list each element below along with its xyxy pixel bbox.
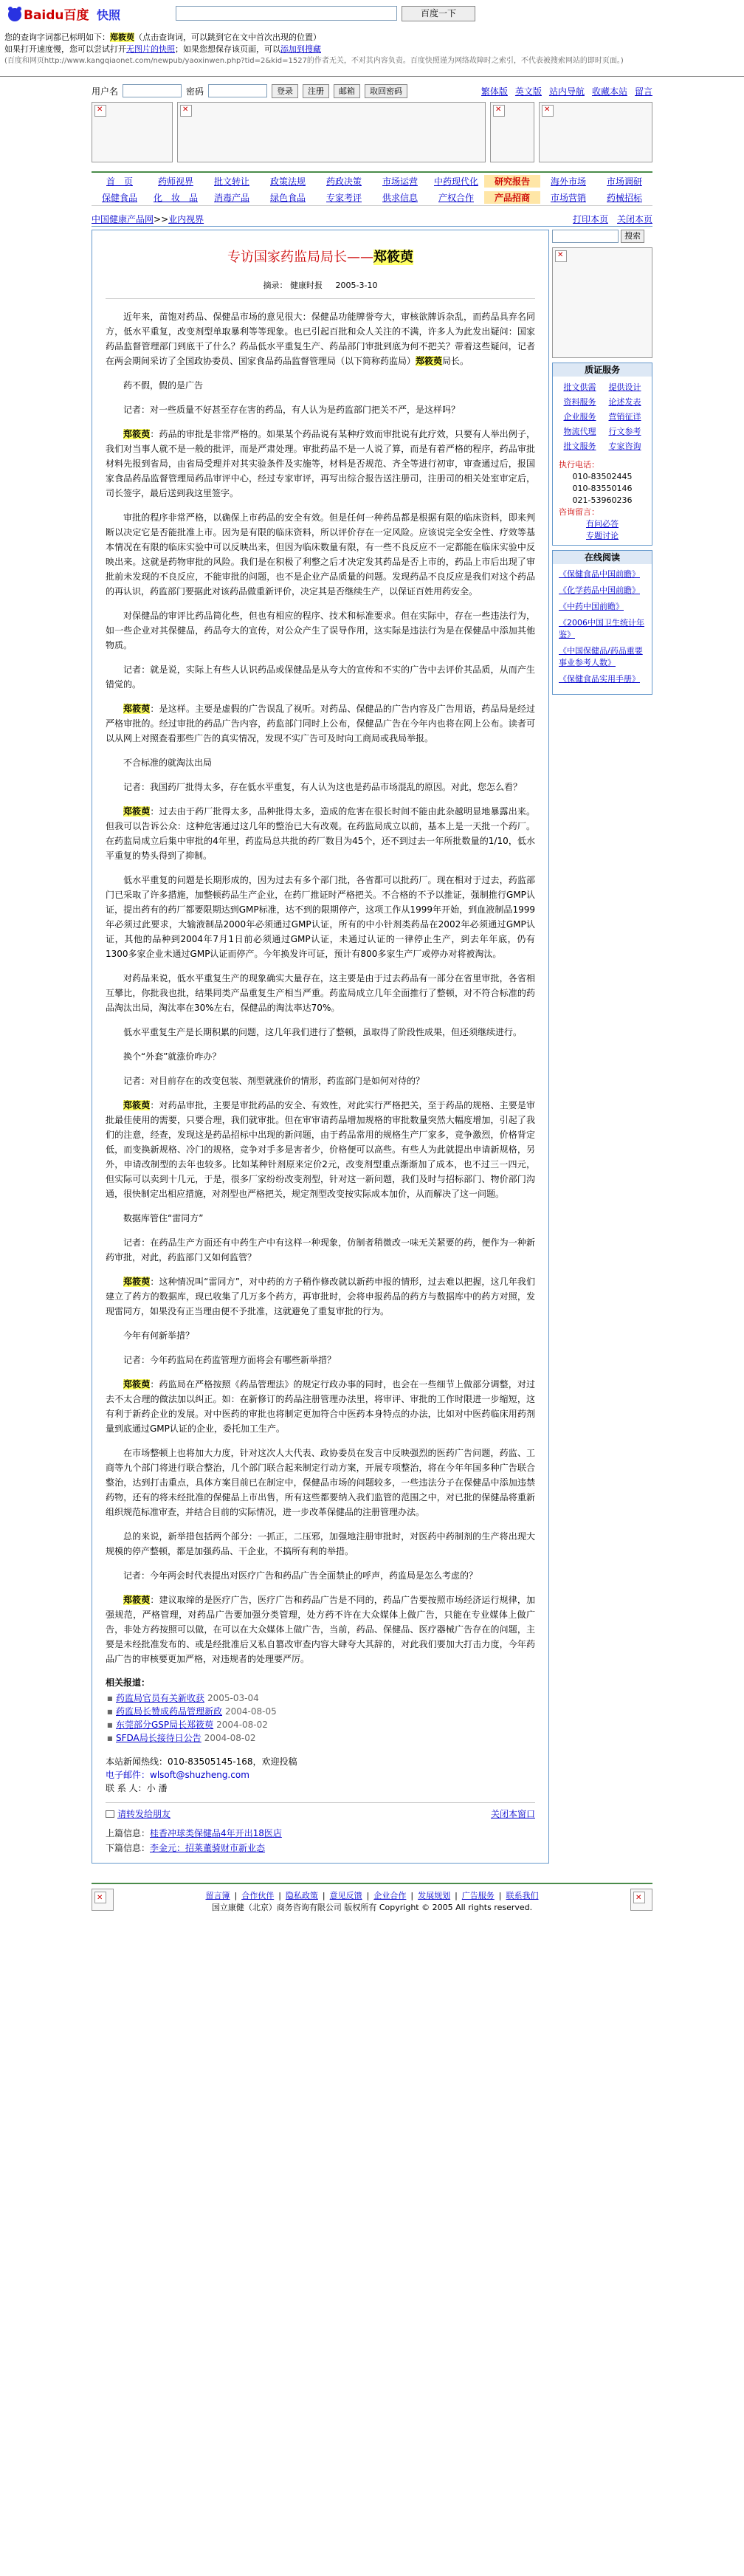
- intro-end: 局长。: [442, 356, 469, 366]
- nav-item[interactable]: 供求信息: [382, 192, 418, 203]
- answer-speaker-highlight: 郑筱萸: [123, 806, 151, 817]
- paragraph-text: 对药品来说，低水平重复生产的现象确实大量存在，这主要是由于过去药品有一部分在省里审批，各省相互攀比，你批我也批，结果同类产品重复生产相当严重。药监局成立几年全面推行了整顿，对不符合标准的药品淘汰出局，淘汰率在30%左右，保健品的淘汰率达70%。: [106, 973, 535, 1013]
- baidu-search-button[interactable]: 百度一下: [402, 6, 475, 21]
- baidu-snapshot-header: [0, 0, 744, 77]
- related-date: 2005-03-04: [207, 1693, 259, 1703]
- nav-item[interactable]: 市场营销: [550, 192, 586, 203]
- title-divider: [106, 298, 535, 299]
- password-input[interactable]: [208, 84, 267, 97]
- answer-speaker-highlight: 郑筱萸: [123, 429, 151, 439]
- hot-reading-item[interactable]: 《中药中国前瞻》: [559, 602, 624, 611]
- hot-reading-item[interactable]: 《2006中国卫生统计年鉴》: [559, 618, 644, 639]
- related-link[interactable]: SFDA局长接待日公告: [116, 1733, 202, 1743]
- paragraph-text: 总的来说，新举措包括两个部分：一抓正，二压邪，加强地注册审批时，对医药中药制剂的生产将出现大规模的停产整顿，都是加强药品、干企业，不搞所有利的举措。: [106, 1531, 535, 1556]
- hot-reading-list: [553, 564, 652, 694]
- article-intro: [106, 309, 535, 368]
- article-question: [106, 1049, 535, 1064]
- nav-row-2: [92, 189, 652, 205]
- page-container: [92, 77, 652, 1914]
- article-question: [106, 780, 535, 794]
- article-title-name: 郑筱萸: [373, 250, 413, 265]
- paragraph-text: 记者：在药品生产方面还有中药生产中有这样一种现象，仿制者稍微改一味无关紧要的药，便作为一种新药审批，对此，药监部门又如何监管？: [106, 1237, 535, 1263]
- article-question: [106, 1074, 535, 1088]
- baidu-logo[interactable]: [4, 3, 145, 27]
- service-item[interactable]: 营销征详: [608, 412, 641, 422]
- paragraph-text: 是这样。主要是虚假的广告误乱了视听。对药品、保健品的广告内容及广告用语，药品局是经过严格审批的。经过审批的药品广告内容，药监部门同时上公布，保健品广告在今年内也将在网上公布。读者可以从网上对照查看那些广告的真实情况，发现不实广告可及时向工商局或我局举报。: [106, 704, 535, 743]
- sidebar-search-button[interactable]: 搜索: [621, 230, 644, 243]
- paragraph-text: 记者：我国药厂批得太多，存在低水平重复，有人认为这也是药品市场混乱的原因。对此，您怎么看？: [123, 782, 523, 792]
- answer-speaker-highlight: 郑筱萸: [123, 1379, 151, 1390]
- article-paragraph: [106, 1025, 535, 1040]
- traditional-version-link[interactable]: 繁体版: [480, 86, 508, 97]
- paragraph-text: 对药品审批，主要是审批药品的安全、有效性，对此实行严格把关，至于药品的规格、主要是审批最佳使用的需要，只要合理，我们就审批。但在审审请药品增加规格的审批数量突然大幅度增加，引起了我们的注意，经查，发现这是药品招标中出现的新问题，由于药品常用的规格生产厂家多，竞争激烈，价格背定低，而变换新规格、冷门的规格，竞争对手多是害者少，价格便可以高些。有些人为此就提出申请新规格，另外，申请改制型的去年也较多。比如某种针剂原来定价2元，改变剂型重点渐渐加了成本，也不过三一四元，但实际可以卖到十几元，于是，很多厂家纷纷改变剂型，针对这一新问题，我们及时与招标部门、物价部门沟通，很快制定出相应措施，对剂型也严格把关，规定剂型改变按实际成本加价，从而解决了这一问题。: [106, 1100, 535, 1199]
- publish-date: 2005-3-10: [335, 281, 378, 290]
- service-item[interactable]: 行文参考: [608, 427, 641, 436]
- prev-next-nav: [106, 1826, 535, 1855]
- related-title: 相关报道：: [106, 1677, 151, 1688]
- breadcrumb-section-link[interactable]: 业内视界: [168, 214, 204, 224]
- site-logo-image-placeholder[interactable]: [92, 102, 173, 162]
- service-box-title: 质证服务: [553, 363, 652, 377]
- bookmark-site-link[interactable]: 收藏本站: [591, 86, 627, 97]
- contact-email[interactable]: 电子邮件：wlsoft@shuzheng.com: [106, 1770, 249, 1780]
- options-line-prefix: 如果打开速度慢，您可以尝试打开: [4, 44, 126, 54]
- nav-item[interactable]: 化 妆 品: [153, 192, 198, 203]
- source-name: 健康时报: [290, 281, 323, 290]
- nav-item[interactable]: 药械招标: [606, 192, 642, 203]
- article-title-prefix: 专访国家药监局局长——: [227, 250, 373, 265]
- paragraph-text: 药监局在严格按照《药品管理法》的规定行政办事的同时，也会在一些细节上做部分调整，对过去不太合理的做法加以纠正。如：在新修订的药品注册管理办法里，将审评、审批的工作时限进一步缩短，这有利于新药企业的发展。对中医药的审批也将制定更加符合中医药本身特点的办法，比如对中医药临床用药剂量到底通过GMP认证的企业，委托加工生产。: [106, 1379, 535, 1434]
- service-item[interactable]: 专家咨询: [608, 442, 641, 451]
- footer-link[interactable]: 联系我们: [506, 1891, 539, 1900]
- login-button[interactable]: 登录: [272, 84, 298, 98]
- nav-item-active[interactable]: 研究报告: [484, 175, 540, 188]
- article-panel: [92, 230, 549, 1864]
- baidu-search-input[interactable]: [176, 6, 397, 21]
- article-paragraph: [106, 510, 535, 599]
- nav-item[interactable]: 专家考评: [326, 192, 362, 203]
- related-reports: [106, 1676, 535, 1745]
- footer-badge-image-placeholder[interactable]: [630, 1889, 652, 1911]
- service-item[interactable]: 批文供需: [563, 382, 596, 392]
- source-label: 摘录：: [263, 281, 288, 290]
- service-item[interactable]: 提供设计: [608, 382, 641, 392]
- article-paragraph: [106, 608, 535, 653]
- nav-item-active[interactable]: 产品招商: [484, 191, 540, 204]
- article-paragraph: 郑筱萸：对药品审批，主要是审批药品的安全、有效性，对此实行严格把关，至于药品的规格、主要是审批最佳使用的需要，只要合理，我们就审批。但在审审请药品增加规格的审批数量突然大幅度增加，引起了我们的注意，经查，发现这是药品招标中出现的新问题，由于药品常用的规格生产厂家多，竞争激烈，价格背定低，而变换新规格、冷门的规格，竞争对手多是害者少，价格便可以高些。有些人为此就提出申请新规格，另外，申请改制型的去年也较多。比如某种针剂原来定价2元，改变剂型重点渐渐加了成本，也不过三一四元，但实际可以卖到十几元，于是，很多厂家纷纷改变剂型，针对这一新问题，我们及时与招标部门、物价部门沟通，很快制定出相应措施，对剂型也严格把关，规定剂型改变按实际成本加价，从而解决了这一问题。: [106, 1100, 535, 1199]
- article-question: [106, 755, 535, 770]
- paragraph-text: 对保健品的审评比药品简化些，但也有相应的程序、技术和标准要求。但在实际中，存在一些违法行为，如一些企业对其保健品，药品夸大的宣传，对公众产生了误导作用，这实际是违法行为是在保健品中添加其他物质。: [106, 611, 535, 650]
- nav-item[interactable]: 首 页: [106, 176, 133, 187]
- paragraph-text: 换个“外套”就涨价咋办？: [123, 1051, 221, 1062]
- article-question: [106, 402, 535, 417]
- service-item[interactable]: 资料服务: [563, 397, 596, 407]
- nav-item[interactable]: 产权合作: [438, 192, 474, 203]
- article-paragraph: 郑筱萸：药品的审批是非常严格的。如果某个药品说有某种疗效而审批说有此疗效，只要有人举出例子，我们对当事人就不是一般的批评，而是严肃处理。审批药品不是一人说了算，而是有着严格的程序，药品审批材料先报到省局，由省局受理并对其实验条件及实施等，材料是否规范、齐全等进行初审，审查通过后，报国家食品药品监督管理局药品审评中心，经过专家审评，再写出综合报告送注册司，注册司的相关处室审定后，司长签字，最后送到我这里签字。: [106, 429, 535, 498]
- phone-number: 010-83502445: [572, 472, 633, 481]
- article-paragraph: 郑筱萸：建议取缔的是医疗广告，医疗广告和药品广告是不同的，药品广告要按照市场经济运行规律，加强规范，严格管理，对药品广告要加强分类管理，处方药不许在大众媒体上做广告，只能在专业媒体上做广告，非处方药按照可以做，在可以在大众媒体上做广告，当前，药品、保健品、医疗器械广告存在的问题，主要是未经批准发布的、或是经批准后又私自篡改审查内容大肆夸大其辞的，对此我们要加大打击力度，今年药品广告的审核要更加严格，对违规者的处理要严厉。: [106, 1595, 535, 1664]
- nav-item[interactable]: 药政决策: [326, 176, 362, 187]
- next-article-link[interactable]: 李金元：招莱董骑财市新业态: [150, 1843, 266, 1853]
- nav-item[interactable]: 消毒产品: [213, 192, 249, 203]
- answer-speaker-highlight: 郑筱萸: [123, 1595, 151, 1605]
- password-label: 密码: [186, 86, 204, 97]
- article-paragraph: [106, 662, 535, 692]
- answer-speaker-highlight: 郑筱萸: [123, 1277, 151, 1287]
- forward-to-friend-link[interactable]: 请转发给朋友: [117, 1809, 171, 1819]
- copyright: 国立康健（北京）商务咨询有限公司 版权所有 Copyright © 2005 All rights reserved.: [211, 1903, 533, 1912]
- prev-article: [106, 1826, 535, 1841]
- print-page-link[interactable]: 打印本页: [572, 214, 608, 224]
- paragraph-text: 数据库管住“雷同方”: [123, 1213, 204, 1223]
- forward-icon: [106, 1810, 114, 1818]
- paragraph-text: 低水平重复生产是长期积累的问题，这几年我们进行了整顿，虽取得了阶段性成果，但还须继续进行。: [123, 1027, 523, 1037]
- sidebar-ad-image-placeholder[interactable]: [552, 247, 652, 358]
- service-grid: [553, 377, 652, 456]
- related-date: 2004-08-05: [225, 1706, 277, 1717]
- related-item: [106, 1731, 535, 1745]
- paragraph-text: 药不假，假的是广告: [123, 380, 204, 391]
- article-paragraph: [106, 1529, 535, 1559]
- nav-item[interactable]: 中药现代化: [433, 176, 478, 187]
- footer-link[interactable]: 发展规划: [418, 1891, 451, 1900]
- hot-reading-title: 在线阅读: [553, 551, 652, 564]
- english-version-link[interactable]: 英文版: [514, 86, 542, 97]
- close-window-link[interactable]: 关闭本窗口: [490, 1809, 535, 1819]
- right-banner-image-placeholder[interactable]: [539, 102, 652, 162]
- no-image-snapshot-link[interactable]: 无图片的快照: [126, 44, 175, 54]
- login-bar: [92, 77, 652, 99]
- article-body: [106, 378, 535, 1666]
- paragraph-text: 记者：今年两会时代表提出对医疗广告和药品广告全面禁止的呼声，药监局是怎么考虑的？: [123, 1570, 478, 1581]
- banner-ad-image-placeholder[interactable]: [177, 102, 486, 162]
- service-contact: [553, 456, 652, 545]
- guestbook-link[interactable]: 留言: [634, 86, 652, 97]
- paragraph-text: 审批的程序非常严格，以确保上市药品的安全有效。但是任何一种药品都是根据有限的临床资料，即来判断以决定它是否能批准上市。因为是有限的临床资料，所以评价存在一定风险。应该说完全安全性、疗效等基本情况在有限的临床实验中可以反映出来，但因为临床数量有限，有一些不良反应不一定都能在临床实验中反映出来。这就是药物审批的风险。我们是在积极了利整之后才决定发其药品是否上市的，药品上市后出现了审批前未发现的不良反应，不能审批的问题，也不是企业产品质量的问题。发现药品不良反应是我们对这个药品的再认识，药监部门要据此对该药品做重新评价，决定其是否继续生产，以保证百姓用药安全。: [106, 512, 535, 597]
- service-box: [552, 363, 652, 546]
- main-navigation: [92, 171, 652, 206]
- breadcrumb-separator: >>: [154, 213, 169, 224]
- sidebar-search-input[interactable]: [552, 230, 619, 243]
- hot-reading-item[interactable]: 《中国保健品/药品重要事业参考人数》: [559, 646, 643, 667]
- add-to-favorites-link[interactable]: 添加到搜藏: [280, 44, 321, 54]
- baidu-logo-text: Baidu百度: [24, 8, 89, 23]
- paragraph-text: 药品的审批是非常严格的。如果某个药品说有某种疗效而审批说有此疗效，只要有人举出例子，我们对当事人就不是一般的批评，而是严肃处理。审批药品不是一人说了算，而是有着严格的程序，药品审批材料先报到省局，由省局受理并对其实验条件及实施等，材料是否规范、齐全等进行初审，审查通过后，报国家食品药品监督管理局药品审评中心，经过专家审评，再写出综合报告送注册司，注册司的相关处室审定后，司长签字，最后送到我这里签字。: [106, 429, 535, 498]
- article-question: [106, 1328, 535, 1343]
- site-navigation-link[interactable]: 站内导航: [548, 86, 585, 97]
- prev-label: 上篇信息：: [106, 1828, 151, 1838]
- nav-row-1: [92, 173, 652, 189]
- article-question: [106, 1353, 535, 1367]
- paragraph-text: 不合标准的就淘汰出局: [123, 758, 213, 768]
- article-title: [106, 247, 535, 266]
- article-paragraph: [106, 1568, 535, 1583]
- mailbox-button[interactable]: 邮箱: [334, 84, 360, 98]
- options-line-suffix: ；如果您想保存该页面，可以: [175, 44, 280, 54]
- nav-item[interactable]: 批文转让: [213, 176, 249, 187]
- footer-logo-image-placeholder[interactable]: [92, 1889, 114, 1911]
- breadcrumb-actions: [573, 213, 652, 225]
- top-right-links: [481, 85, 652, 97]
- related-item: [106, 1691, 535, 1705]
- paragraph-text: 这种情况叫“雷同方”，对中药的方子稍作修改就以新药申报的情形，过去难以把握，这几年我们建立了药方的数据库，现已收集了几万多个药方，再审批时，会将申报药品的药方与数据库中的药方对照，发现雷同方，如果没有正当理由便不予批准，这就避免了重复审批的行为。: [106, 1277, 535, 1316]
- related-link[interactable]: 东莞部分GSP局长郑筱萸: [116, 1720, 214, 1730]
- paragraph-text: 在市场整顿上也将加大力度，针对这次人大代表、政协委员在发言中反映强烈的医药广告问题，药监、工商等九个部门将进行联合整治，几个部门联合起来制定行动方案，开展专项整治，将在今年年国多种广告联合整治，达到打击重点，具体方案目前已在制定中，保健品市场的问题较多，一些违法分子在保健品中添加违禁药物，还有的将未经批准的保健品上市出售，所有这些都要纳入我们监管的范围之中，对已批的保健品将重新组织规范标准审查，并结合目前的实际情况，进一步改革保健品的注册管理办法。: [106, 1448, 535, 1517]
- paragraph-text: 过去由于药厂批得太多，品种批得太多，造成的危害在很长时间不能由此杂越明显地暴露出来。但我可以告诉公众：这种危害通过这几年的整治已大有改观。在药监局成立以前，基本上是一天批一个药厂。在药监局成立后集中审批的4年里，药监局总共批的药厂数目为45个，还不到过去一年所批数量的1/10，低水平重复的势头得到了抑制。: [106, 806, 535, 861]
- phone-number: 010-83550146: [572, 484, 633, 493]
- retrieve-password-button[interactable]: 取回密码: [365, 84, 407, 98]
- username-input[interactable]: [123, 84, 182, 97]
- related-list: [106, 1691, 535, 1745]
- article-question: [106, 378, 535, 393]
- service-item[interactable]: 企业服务: [563, 412, 596, 422]
- footer-links: 留言簿 | 合作伙伴 | 隐私政策 | 意见反馈 | 企业合作 | 发展规划 | 广告服务 | 联系我们: [205, 1891, 539, 1900]
- paragraph-text: 记者：今年药监局在药监管理方面将会有哪些新举措？: [123, 1355, 337, 1365]
- nav-item[interactable]: 市场运营: [382, 176, 418, 187]
- breadcrumb: [92, 212, 652, 227]
- baidu-logo-subtitle: 快照: [97, 8, 121, 22]
- article-question: [106, 1211, 535, 1226]
- sidebar-search: [552, 230, 652, 243]
- article-paragraph: 郑筱萸：过去由于药厂批得太多，品种批得太多，造成的危害在很长时间不能由此杂越明显地暴露出来。但我可以告诉公众：这种危害通过这几年的整治已大有改观。在药监局成立以前，基本上是一天批一个药厂。在药监局成立后集中审批的4年里，药监局总共批的药厂数目为45个，还不到过去一年所批数量的1/10，低水平重复的势头得到了抑制。: [106, 806, 535, 861]
- content-columns: [92, 230, 652, 1864]
- article-paragraph: [106, 971, 535, 1015]
- phone-number: 021-53960236: [572, 495, 633, 505]
- next-label: 下篇信息：: [106, 1843, 151, 1853]
- article-paragraph: 郑筱萸：这种情况叫“雷同方”，对中药的方子稍作修改就以新药申报的情形，过去难以把握，这几年我们建立了药方的数据库，现已收集了几万多个药方，再审批时，会将申报药品的药方与数据库中的药方对照，发现雷同方，如果没有正当理由便不予批准，这就避免了重复审批的行为。: [106, 1277, 535, 1316]
- close-page-link[interactable]: 关闭本页: [616, 214, 652, 224]
- snapshot-options-line: [4, 43, 321, 55]
- nav-item[interactable]: 绿色食品: [269, 192, 306, 203]
- banner-row: [92, 99, 652, 165]
- hot-reading-box: [552, 550, 652, 695]
- consult-link[interactable]: 有问必答: [586, 519, 619, 529]
- service-item[interactable]: 论述发表: [608, 397, 641, 407]
- right-sidebar: [552, 230, 652, 1864]
- hot-reading-item[interactable]: 《保健食品中国前瞻》: [559, 569, 640, 579]
- nav-item[interactable]: 保健食品: [101, 192, 137, 203]
- site-footer: [92, 1883, 652, 1914]
- query-term-highlight[interactable]: 郑筱萸: [110, 32, 134, 42]
- related-date: 2004-08-02: [216, 1720, 268, 1730]
- footer-link[interactable]: 留言簿: [205, 1891, 230, 1900]
- paragraph-text: 记者：就是说，实际上有些人认识药品或保健品是从夸大的宣传和不实的广告中去评价其品质，从而产生错觉的。: [106, 664, 535, 690]
- footer-link[interactable]: 企业合作: [373, 1891, 407, 1900]
- next-article: [106, 1841, 535, 1855]
- hot-reading-item[interactable]: 《保健食品实用手册》: [559, 674, 640, 684]
- breadcrumb-home-link[interactable]: 中国健康产品网: [92, 214, 154, 224]
- intro-text: 近年来，苗饱对药品、保健品市场的意见很大：保健品功能牌誉夸大，审核欲牌诉杂乱，而药品具弃名同方，低水平重复，改变剂型单取暴利等等现象。也已引起百批和众人关注的不满，许多人为此发出疑问：国家药品监督管理部门到底干了什么？药品低水平重复生产、药品部门审批到底为何不把关？带着这些疑问，记者在两会期间采访了全国政协委员、国家食品药品监督管理局（以下简称药监局）: [106, 312, 535, 366]
- username-label: 用户名: [92, 86, 119, 97]
- small-banner-image-placeholder[interactable]: [490, 102, 534, 162]
- footer-link[interactable]: 合作伙伴: [241, 1891, 275, 1900]
- query-line-prefix: 您的查询字词都已标明如下：: [4, 32, 110, 42]
- footer-link[interactable]: 意见反馈: [329, 1891, 362, 1900]
- paragraph-text: 建议取缔的是医疗广告，医疗广告和药品广告是不同的，药品广告要按照市场经济运行规律，加强规范，严格管理，对药品广告要加强分类管理，处方药不许在大众媒体上做广告，只能在专业媒体上做广告，非处方药按照可以做，在可以在大众媒体上做广告，当前，药品、保健品、医疗器械广告存在的问题，主要是未经批准发布的、或是经批准后又私自篡改审查内容大肆夸大其辞的，对此我们要加大打击力度，今年药品广告的审核要更加严格，对违规者的处理要严厉。: [106, 1595, 535, 1664]
- paragraph-text: 记者：对目前存在的改变包装、剂型就涨价的情形，药监部门是如何对待的？: [123, 1076, 425, 1086]
- service-item[interactable]: 批文服务: [563, 442, 596, 451]
- discussion-link[interactable]: 专题讨论: [586, 531, 619, 540]
- contact-info: [106, 1755, 535, 1795]
- snapshot-disclaimer: (百度和网页http://www.kangqiaonet.com/newpub/yaoxinwen.php?tid=2&kid=1527的作者无关，不对其内容负责。百度快照谨为网络故障时之索引，不代表被搜索网站的即时页面。): [4, 57, 624, 65]
- related-item: [106, 1718, 535, 1731]
- phone-label: 执行电话：: [559, 460, 599, 470]
- article-meta: [106, 279, 535, 291]
- paragraph-text: 低水平重复的问题是长期形成的，因为过去有多个部门批，各省都可以批药厂。现在相对于过去，药监部门已采取了许多措施，加整顿药品生产企业，在药厂推证时严格把关。不合格的不予以推证，强制推行GMP认证，提出药有的药厂都要限期达到GMP标准，达不到的限期停产，这项工作从1999年开始，到血液制品1999年必须过此要求，大输液制品2000年必须通过GMP认证，所有的中小针剂类药品在2002年必须通过GMP认证，其他的品种到2004年7月1日前必须通过GMP认证，未通过认证的一律停止生产，到去年年底，仍有1300多家企业未通过GMP认证而停产。今年换发许可证，预计有800多家生产厂或停办对将被淘汰。: [106, 875, 535, 959]
- related-link[interactable]: 药监局官员有关新收获: [116, 1693, 205, 1703]
- article-end-bar: [106, 1802, 535, 1820]
- intro-name-highlight: 郑筱萸: [416, 356, 443, 366]
- answer-speaker-highlight: 郑筱萸: [123, 704, 151, 714]
- register-button[interactable]: 注册: [303, 84, 329, 98]
- nav-item[interactable]: 药师视界: [157, 176, 193, 187]
- related-date: 2004-08-02: [204, 1733, 256, 1743]
- contact-hotline: 本站新闻热线：010-83505145-168，欢迎投稿: [106, 1756, 297, 1767]
- article-paragraph: [106, 1446, 535, 1519]
- prev-article-link[interactable]: 桂香冲球类保健品4年开出18医店: [150, 1828, 282, 1838]
- related-item: [106, 1705, 535, 1718]
- contact-person: 联 系 人：小 潘: [106, 1783, 168, 1793]
- query-line-suffix: （点击查询词，可以跳到它在文中首次出现的位置）: [134, 32, 321, 42]
- article-paragraph: [106, 873, 535, 961]
- nav-item[interactable]: 海外市场: [550, 176, 586, 187]
- related-link[interactable]: 药监局长赞成药品管理新政: [116, 1706, 223, 1717]
- nav-item[interactable]: 市场调研: [606, 176, 642, 187]
- paragraph-text: 记者：对一些质量不好甚至存在害的药品，有人认为是药监部门把关不严，是这样吗？: [123, 405, 461, 415]
- paragraph-text: 今年有何新举措？: [123, 1330, 195, 1341]
- service-item[interactable]: 物流代理: [563, 427, 596, 436]
- answer-speaker-highlight: 郑筱萸: [123, 1100, 151, 1110]
- article-paragraph: 郑筱萸：是这样。主要是虚假的广告误乱了视听。对药品、保健品的广告内容及广告用语，药品局是经过严格审批的。经过审批的药品广告内容，药监部门同时上公布，保健品广告在今年内也将在网上公布。读者可以从网上对照查看那些广告的真实情况，发现不实广告可及时向工商局或我局举报。: [106, 704, 535, 743]
- consult-label: 咨询留言：: [559, 507, 599, 517]
- snapshot-query-line: [4, 31, 321, 43]
- footer-link[interactable]: 隐私政策: [285, 1891, 318, 1900]
- hot-reading-item[interactable]: 《化学药品中国前瞻》: [559, 585, 640, 595]
- nav-item[interactable]: 政策法规: [269, 176, 306, 187]
- article-paragraph: 郑筱萸：药监局在严格按照《药品管理法》的规定行政办事的同时，也会在一些细节上做部分调整，对过去不太合理的做法加以纠正。如：在新修订的药品注册管理办法里，将审评、审批的工作时限进一步缩短，这有利于新药企业的发展。对中医药的审批也将制定更加符合中医药本身特点的办法，比如对中医药临床用药剂量到底通过GMP认证的企业，委托加工生产。: [106, 1379, 535, 1434]
- article-question: [106, 1235, 535, 1265]
- footer-link[interactable]: 广告服务: [461, 1891, 495, 1900]
